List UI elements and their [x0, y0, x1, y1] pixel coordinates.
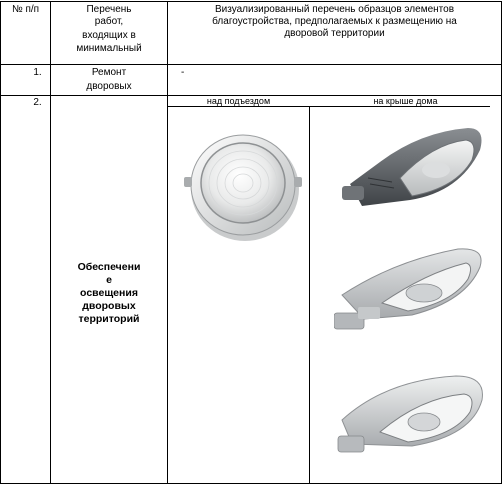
street-lamp-open-icon: [334, 243, 492, 335]
row2-work-line: е: [106, 274, 112, 286]
header-works-line: входящих в: [82, 30, 136, 41]
row2-work-line: дворовых: [82, 300, 136, 312]
street-lamp-dark-housing-icon: [340, 122, 490, 212]
col2-divider: [167, 1, 168, 484]
header-works: [51, 2, 167, 64]
subheader-entrance: над подъездом: [206, 96, 271, 106]
header-visual-line: Визуализированный перечень образцов элементов: [214, 4, 455, 15]
row2-work-line: освещения: [80, 287, 138, 299]
header-visual-line: благоустройства, предполагаемых к размещению на: [212, 16, 457, 27]
subcol-divider: [309, 107, 310, 484]
row2-work: [51, 261, 167, 326]
table-right-border: [501, 1, 502, 484]
header-visual-line: дворовой территории: [284, 28, 385, 39]
header-works-line: минимальный: [76, 43, 142, 54]
street-lamp-closed-icon: [336, 370, 492, 462]
row1-work-line: Ремонт: [91, 67, 127, 78]
header-works-line: работ,: [94, 16, 124, 27]
header-visual: [168, 4, 501, 40]
row1-work-line: дворовых: [86, 81, 132, 92]
row2-work-line: Обеспечени: [77, 261, 141, 273]
row2-number: 2.: [33, 97, 42, 108]
header-number: № п/п: [11, 4, 40, 15]
round-bulkhead-wall-lamp-icon: [183, 127, 305, 245]
row1-number: 1.: [33, 67, 42, 78]
subheader-roof: на крыше дома: [373, 96, 438, 106]
header-works-line: Перечень: [86, 4, 132, 15]
row2-work-line: территорий: [78, 313, 140, 325]
row1-visual: -: [181, 67, 185, 78]
header-bottom-border: [0, 64, 502, 65]
row1-work: [51, 66, 167, 95]
